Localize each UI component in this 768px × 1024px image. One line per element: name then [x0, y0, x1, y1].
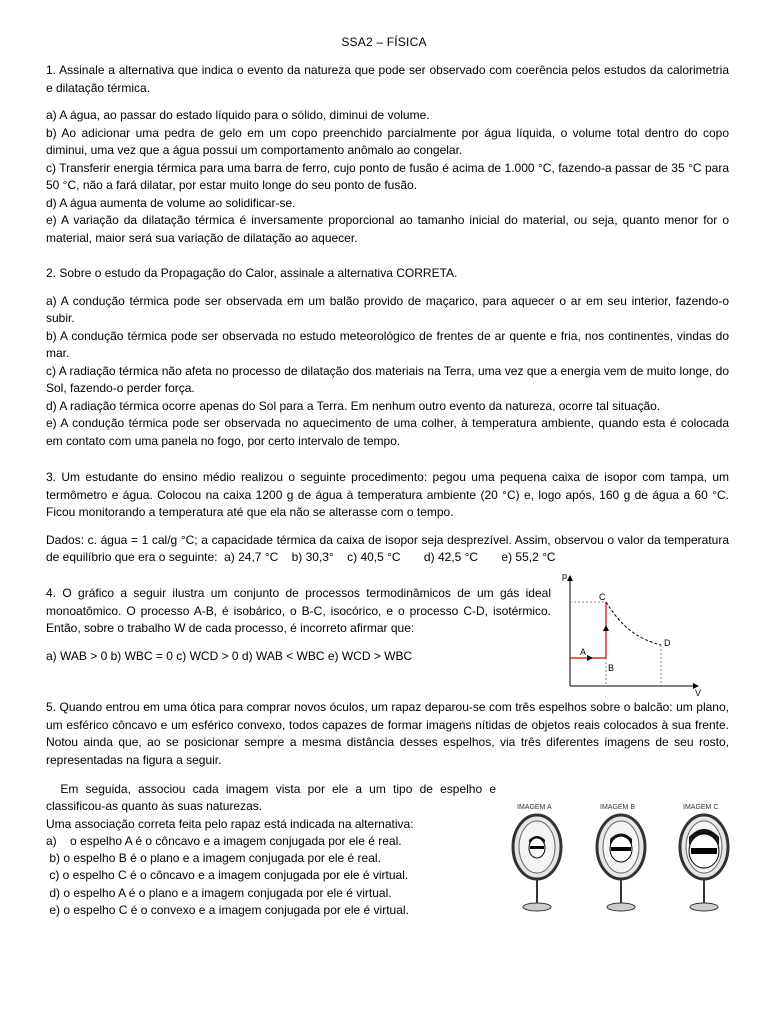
- glasses-a: [530, 846, 544, 849]
- question-5: [46, 699, 729, 769]
- mirror-a: [513, 804, 561, 911]
- mirror-c: [680, 804, 728, 911]
- p-axis-label: p: [562, 571, 568, 581]
- q1-option-a: a) A água, ao passar do estado líquido para o sólido, diminui de volume.: [46, 108, 430, 122]
- mirror-b: [597, 804, 645, 911]
- q2-option-b: b) A condução térmica pode ser observada no estudo meteorológico de frentes de ar quente e fria, nos continentes, vindas do mar.: [46, 328, 729, 360]
- base-a: [523, 903, 551, 911]
- v-axis-label: V: [695, 688, 702, 698]
- label-imagem-b: IMAGEM B: [600, 804, 636, 811]
- base-c: [690, 903, 718, 911]
- q5-stem: 5. Quando entrou em uma ótica para comprar novos óculos, um rapaz deparou-se com três espelhos sobre o balcão: um plano, um esférico côncavo e um esférico convexo, todos capazes de formar imagens nítidas de objetos reais colocados à sua frente. Notou ainda que, ao se posicionar sempre a mesma distância desses espelhos, via três diferentes imagens de seu rosto, representadas na figura a seguir.: [46, 700, 729, 767]
- q1-option-b: b) Ao adicionar uma pedra de gelo em um copo preenchido parcialmente por água líquida, o volume total dentro do copo diminui, uma vez que a água possui um comportamento anômalo ao congelar.: [46, 125, 729, 157]
- q5-intro: Em seguida, associou cada imagem vista por ele a um tipo de espelho e classificou-as quanto às suas naturezas.: [46, 782, 500, 814]
- point-a: A: [580, 647, 587, 657]
- q5-option-e: e) o espelho C é o convexo e a imagem conjugada por ele é virtual.: [46, 903, 409, 918]
- q5-option-a: a) o espelho A é o côncavo e a imagem conjugada por ele é real.: [46, 833, 402, 848]
- q1-stem: 1. Assinale a alternativa que indica o evento da natureza que pode ser observado com coerência pelos estudos da calorimetria e dilatação térmica.: [46, 63, 729, 95]
- glasses-b: [611, 847, 631, 851]
- point-c: C: [599, 592, 606, 602]
- question-1: [46, 62, 729, 247]
- point-b: B: [608, 663, 615, 673]
- process-cd: [606, 602, 661, 645]
- point-d: D: [664, 638, 671, 648]
- question-4: [46, 585, 551, 665]
- q5-option-b: b) o espelho B é o plano e a imagem conjugada por ele é real.: [46, 851, 381, 866]
- page-title: SSA2 – FÍSICA: [341, 35, 427, 49]
- base-b: [607, 903, 635, 911]
- label-imagem-c: IMAGEM C: [683, 804, 719, 811]
- question-5-options: [46, 781, 500, 919]
- label-imagem-a: IMAGEM A: [517, 804, 552, 811]
- question-2: [46, 265, 729, 450]
- q2-option-e: e) A condução térmica pode ser observada no aquecimento de uma colher, à temperatura ambiente, quando esta é colocada em contato com uma panela no fogo, por certo intervalo de tempo.: [46, 416, 729, 448]
- q4-options: a) WAB > 0 b) WBC = 0 c) WCD > 0 d) WAB < WBC e) WCD > WBC: [46, 648, 413, 663]
- q3-data: Dados: c. água = 1 cal/g °C; a capacidade térmica da caixa de isopor seja desprezível. Assim, observou o valor da temperatura de equilíbrio que era o seguinte: a) 24,7 °C b) 30,3° c) 40,5 °C d) 42,5 °C e) 55,2 °C: [46, 532, 733, 564]
- q4-stem: 4. O gráfico a seguir ilustra um conjunto de processos termodinâmicos de um gás ideal monoatômico. O processo A-B, é isobárico, o B-C, isocórico, e o processo C-D, isotérmico. Então, sobre o trabalho W de cada processo, é incorreto afirmar que:: [46, 586, 551, 635]
- pv-diagram: [558, 568, 708, 698]
- q1-option-c: c) Transferir energia térmica para uma barra de ferro, cujo ponto de fusão é acima de 1.000 °C, fazendo-a passar de 35 °C para 50 °C, não a fará dilatar, por estar muito longe do seu ponto de fusão.: [46, 160, 729, 192]
- q5-option-d: d) o espelho A é o plano e a imagem conjugada por ele é virtual.: [46, 885, 392, 900]
- q2-option-c: c) A radiação térmica não afeta no processo de dilatação dos materiais na Terra, uma vez que a energia vem de muito longe, do Sol, fazendo-o perder força.: [46, 363, 729, 395]
- q2-stem: 2. Sobre o estudo da Propagação do Calor, assinale a alternativa CORRETA.: [46, 266, 458, 280]
- q1-option-e: e) A variação da dilatação térmica é inversamente proporcional ao tamanho inicial do material, ou seja, quanto menor for o material, maior será sua variação de dilatação ao aquecer.: [46, 213, 729, 245]
- mirrors-figure: [497, 797, 742, 917]
- q1-option-d: d) A água aumenta de volume ao solidificar-se.: [46, 195, 296, 210]
- glasses-c: [691, 848, 717, 854]
- q5-option-c: c) o espelho C é o côncavo e a imagem conjugada por ele é virtual.: [46, 868, 409, 883]
- q5-lead: Uma associação correta feita pelo rapaz está indicada na alternativa:: [46, 816, 414, 831]
- question-3: [46, 469, 733, 567]
- q3-stem: 3. Um estudante do ensino médio realizou o seguinte procedimento: pegou uma pequena caixa de isopor com tampa, um termômetro e água. Colocou na caixa 1200 g de água à temperatura ambiente (20 °C) e, logo após, 160 g de água a 60 °C. Ficou monitorando a temperatura até que ela não se alterasse com o tempo.: [46, 470, 729, 519]
- q2-option-d: d) A radiação térmica ocorre apenas do Sol para a Terra. Em nenhum outro evento da natureza, ocorre tal situação.: [46, 398, 661, 413]
- q2-option-a: a) A condução térmica pode ser observada em um balão provido de maçarico, para aquecer o ar em seu interior, fazendo-o subir.: [46, 293, 729, 325]
